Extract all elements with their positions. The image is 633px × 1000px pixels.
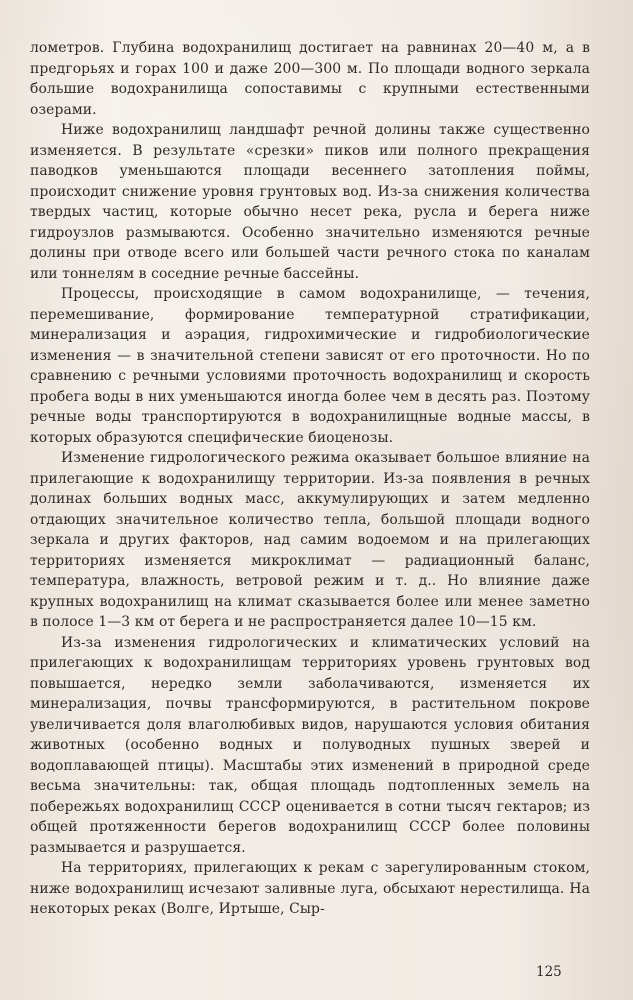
paragraph-3: Процессы, происходящие в самом водохранилище, — течения, перемешивание, формирование температурной стратификации, минерализация и аэрация, гидрохимические и гидробиологические изменения — в значительной степени зависят от его проточности. Но по сравнению с речными условиями проточность водохранилищ и скорость пробега воды в них уменьшаются иногда более чем в десять раз. Поэтому речные воды транспортируются в водохранилищные водные массы, в которых образуются специфические биоценозы.	[30, 286, 590, 446]
document-text-block	[30, 38, 590, 920]
page-number: 125	[536, 964, 562, 980]
paragraph-1: лометров. Глубина водохранилищ достигает на равнинах 20—40 м, а в предгорьях и горах 100 и даже 200—300 м. По площади водного зеркала большие водохранилища сопоставимы с крупными естественными озерами.	[30, 40, 590, 118]
paragraph-2: Ниже водохранилищ ландшафт речной долины также существенно изменяется. В результате «срезки» пиков или полного прекращения паводков уменьшаются площади весеннего затопления поймы, происходит снижение уровня грунтовых вод. Из-за снижения количества твердых частиц, которые обычно несет река, русла и берега ниже гидроузлов размываются. Особенно значительно изменяются речные долины при отводе всего или большей части речного стока по каналам или тоннелям в соседние речные бассейны.	[30, 122, 590, 282]
paragraph-6: На территориях, прилегающих к рекам с зарегулированным стоком, ниже водохранилищ исчезают заливные луга, обсыхают нерестилища. На некоторых реках (Волге, Иртыше, Сыр-	[30, 860, 590, 917]
paragraph-5: Из-за изменения гидрологических и климатических условий на прилегающих к водохранилищам территориях уровень грунтовых вод повышается, нередко земли заболачиваются, изменяется их минерализация, почвы трансформируются, в растительном покрове увеличивается доля влаголюбивых видов, нарушаются условия обитания животных (особенно водных и полуводных пушных зверей и водоплавающей птицы). Масштабы этих изменений в природной среде весьма значительны: так, общая площадь подтопленных земель на побережьях водохранилищ СССР оценивается в сотни тысяч гектаров; из общей протяженности берегов водохранилищ СССР более половины размывается и разрушается.	[30, 634, 590, 856]
paragraph-4: Изменение гидрологического режима оказывает большое влияние на прилегающие к водохранилищу территории. Из-за появления в речных долинах больших водных масс, аккумулирующих и затем медленно отдающих значительное количество тепла, большой площади водного зеркала и других факторов, над самим водоемом и на прилегающих территориях изменяется микроклимат — радиационный баланс, температура, влажность, ветровой режим и т. д.. Но влияние даже крупных водохранилищ на климат сказывается более или менее заметно в полосе 1—3 км от берега и не распространяется далее 10—15 км.	[30, 450, 590, 630]
